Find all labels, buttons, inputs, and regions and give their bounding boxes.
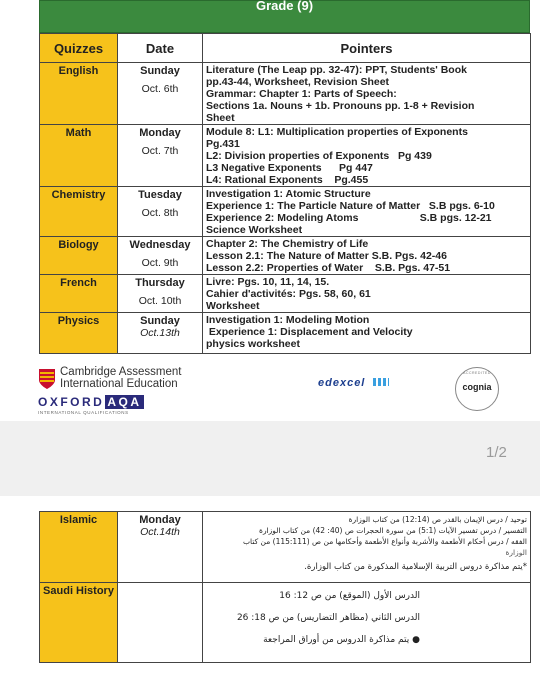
- pointer-line: Experience 1: Displacement and Velocity: [206, 326, 413, 338]
- date-cell: [118, 275, 203, 313]
- edexcel-text: edexcel: [318, 377, 366, 389]
- date-label: Oct.14th: [140, 526, 180, 538]
- oxford-text: OXFORD: [38, 395, 105, 409]
- table-row: [40, 275, 531, 313]
- pointer-line: Sheet: [206, 112, 235, 124]
- oxford-subtitle: INTERNATIONAL QUALIFICATIONS: [38, 410, 129, 415]
- pointer-line: Investigation 1: Modeling Motion: [206, 314, 370, 326]
- pointer-line: Pg.431: [206, 138, 240, 150]
- schedule-table-page2: [39, 511, 531, 663]
- date-cell: [118, 187, 203, 237]
- date-label: Oct. 8th: [141, 207, 179, 219]
- pointer-line: physics worksheet: [206, 338, 300, 350]
- pointer-line: pp.43-44, Worksheet, Revision Sheet: [206, 76, 390, 88]
- pointers-cell: [203, 63, 531, 125]
- day-label: Sunday: [140, 65, 180, 77]
- pointer-line: الدرس الثاني (مظاهر التضاريس) من ص 18: 26: [236, 613, 420, 623]
- pointer-line: Investigation 1: Atomic Structure: [206, 188, 371, 200]
- date-cell: [118, 583, 203, 663]
- day-label: Thursday: [135, 277, 185, 289]
- date-cell: [118, 125, 203, 187]
- grade-banner: [39, 0, 530, 33]
- pointer-line: Worksheet: [206, 300, 260, 312]
- edexcel-logo: [318, 373, 389, 387]
- pointer-line: [206, 633, 420, 647]
- header-row: [40, 34, 531, 63]
- subject-cell: Islamic: [40, 512, 118, 583]
- pointer-line: Experience 1: The Particle Nature of Matter S.B pgs. 6-10: [206, 200, 495, 212]
- day-label: Tuesday: [138, 189, 182, 201]
- pointer-line: L3 Negative Exponents Pg 447: [206, 162, 373, 174]
- date-label: Oct. 7th: [141, 145, 179, 157]
- cognia-ring-text: ACCREDITED: [463, 371, 491, 375]
- pointer-line: Lesson 2.2: Properties of Water S.B. Pgs. 47-51: [206, 262, 451, 274]
- subject-cell: Math: [40, 125, 118, 187]
- date-label: Oct. 10th: [138, 295, 182, 307]
- date-label: Oct. 9th: [141, 257, 179, 269]
- pointer-line: الفقه / درس أحكام الأطعمة والأشربة وأنواع الأطعمة وأحكامها من ص (115:111) من كتاب: [242, 537, 527, 546]
- grade-title: Grade (9): [255, 0, 314, 13]
- pointers-cell: [203, 275, 531, 313]
- subject-cell: Biology: [40, 237, 118, 275]
- date-cell: [118, 237, 203, 275]
- subject-cell: French: [40, 275, 118, 313]
- pointer-line: Grammar: Chapter 1: Parts of Speech:: [206, 88, 397, 100]
- page-indicator: 1/2: [486, 444, 507, 461]
- table-row: [40, 187, 531, 237]
- cognia-badge: [455, 367, 499, 411]
- pointer-line: Module 8: L1: Multiplication properties of Exponents: [206, 126, 468, 138]
- subject-cell: Saudi History: [40, 583, 118, 663]
- pointer-text: يتم مذاكرة الدروس من أوراق المراجعة: [263, 635, 410, 645]
- cambridge-shield-icon: [38, 368, 56, 390]
- pointers-cell: [203, 583, 531, 663]
- table-row: [40, 583, 531, 663]
- pointer-line: Science Worksheet: [206, 224, 303, 236]
- pointer-line: التفسير / درس تفسير الآيات (5:1) من سورة الحجرات ص (40: 42) من كتاب الوزارة: [259, 526, 527, 535]
- pointer-line: Sections 1a. Nouns + 1b. Pronouns pp. 1-8 + Revision: [206, 100, 475, 112]
- table-row: [40, 237, 531, 275]
- pointer-line: الدرس الأول (الموقع) من ص 12: 16: [279, 591, 420, 601]
- day-label: Monday: [139, 514, 181, 526]
- table-row: [40, 125, 531, 187]
- date-label: Oct. 6th: [141, 83, 179, 95]
- pointer-line: L2: Division properties of Exponents Pg 439: [206, 150, 432, 162]
- pointers-cell: [203, 512, 531, 583]
- date-cell: [118, 512, 203, 583]
- date-label: Oct.13th: [140, 327, 180, 339]
- page-separator: [0, 421, 540, 496]
- oxford-aqa-logo: [38, 396, 188, 418]
- date-cell: [118, 313, 203, 354]
- header-pointers: Pointers: [203, 34, 531, 63]
- cambridge-line2: International Education: [60, 378, 178, 390]
- table-row: [40, 63, 531, 125]
- day-label: Wednesday: [129, 239, 191, 251]
- schedule-table: [39, 33, 531, 354]
- pointer-line: L4: Rational Exponents Pg.455: [206, 174, 369, 186]
- pointer-line: Cahier d'activités: Pgs. 58, 60, 61: [206, 288, 371, 300]
- edexcel-bars-icon: [373, 378, 389, 386]
- pointer-line: *يتم مذاكرة دروس التربية الإسلامية المذكورة من كتاب الوزارة.: [304, 562, 527, 572]
- cambridge-logo: [38, 366, 188, 394]
- subject-cell: Chemistry: [40, 187, 118, 237]
- pointers-cell: [203, 125, 531, 187]
- pointer-line: توحيد / درس الإيمان بالقدر ص (12:14) من كتاب الوزارة: [348, 515, 527, 524]
- day-label: Monday: [139, 127, 181, 139]
- subject-cell: Physics: [40, 313, 118, 354]
- pointer-line: Livre: Pgs. 10, 11, 14, 15.: [206, 276, 330, 288]
- pointers-cell: [203, 237, 531, 275]
- cambridge-line1: Cambridge Assessment: [60, 366, 182, 378]
- pointer-line: Lesson 2.1: The Nature of Matter S.B. Pgs. 42-46: [206, 250, 447, 262]
- pointer-line: Experience 2: Modeling Atoms S.B pgs. 12-21: [206, 212, 492, 224]
- cognia-text: cognia: [462, 382, 492, 392]
- pointer-line: Chapter 2: The Chemistry of Life: [206, 238, 369, 250]
- date-cell: [118, 63, 203, 125]
- header-date: Date: [118, 34, 203, 63]
- pointers-cell: [203, 187, 531, 237]
- day-label: Sunday: [140, 315, 180, 327]
- pointer-line: Literature (The Leap pp. 32-47): PPT, Students' Book: [206, 64, 467, 76]
- bullet-icon: ●: [412, 635, 420, 645]
- aqa-text: AQA: [107, 395, 142, 409]
- pointer-line: الوزارة: [505, 548, 527, 557]
- pointers-cell: [203, 313, 531, 354]
- table-row: [40, 313, 531, 354]
- subject-cell: English: [40, 63, 118, 125]
- header-quizzes: Quizzes: [40, 34, 118, 63]
- table-row: [40, 512, 531, 583]
